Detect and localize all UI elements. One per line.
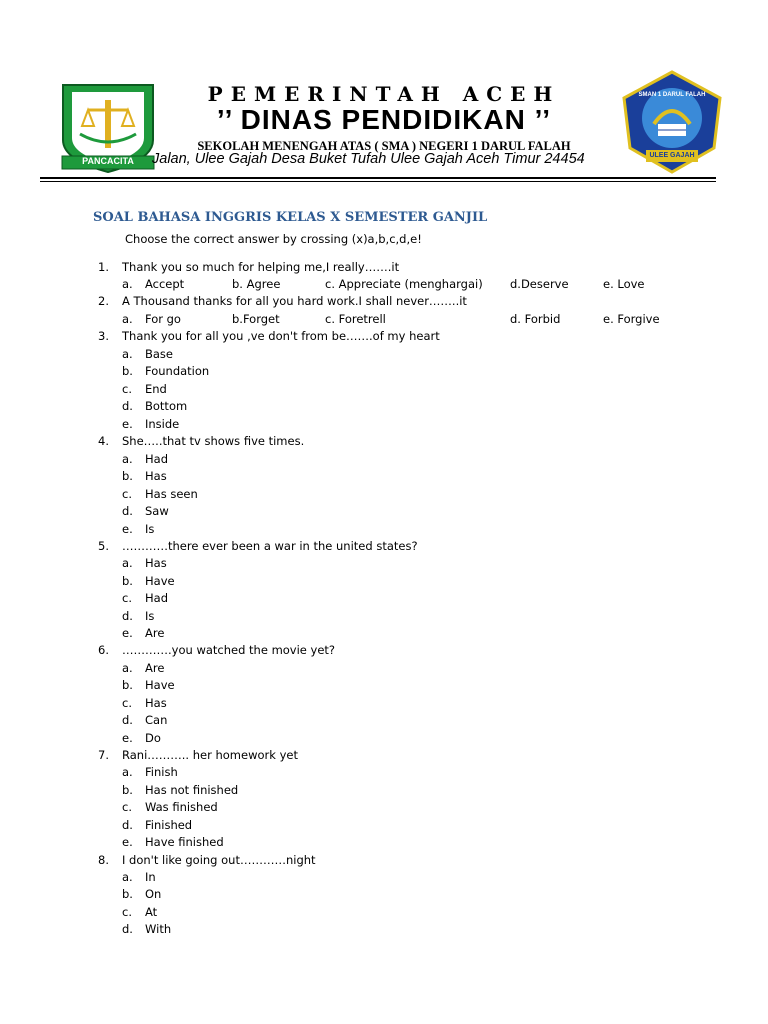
option-text: Inside [145,417,180,431]
option-letter: e. [122,522,133,536]
option-text: Have finished [145,835,224,849]
option-text: Is [145,522,155,536]
question-number: 6. [98,643,109,657]
option-d[interactable] [122,921,171,938]
option-letter: d. [122,922,133,936]
option-letter: b. [122,364,133,378]
question-text: …………there ever been a war in the united states? [122,539,418,553]
option-text: Do [145,731,161,745]
option-letter: d. [122,609,133,623]
exam-title: SOAL BAHASA INGGRIS KELAS X SEMESTER GANJIL [93,210,488,225]
crest-top-text: SMAN 1 DARUL FALAH [638,92,706,98]
option-text: Had [145,452,168,466]
option-text: Bottom [145,399,188,413]
question-6 [98,642,335,659]
option-letter: e. [122,731,133,745]
school-crest-icon [618,68,726,176]
crest-bottom-text: ULEE GAJAH [649,152,695,159]
option-c[interactable]: c. Appreciate (menghargai) [325,277,483,291]
option-text: At [145,905,158,919]
option-d[interactable] [122,712,167,729]
option-text: Are [145,626,165,640]
header-rule-thin [40,181,716,182]
option-e[interactable]: e. Forgive [603,312,660,326]
option-letter: d. [122,399,133,413]
option-e[interactable] [122,834,224,851]
question-number: 2. [98,294,109,308]
option-b[interactable] [122,573,175,590]
option-text: Has [145,469,167,483]
option-c[interactable]: c. Foretrell [325,312,386,326]
question-1 [98,259,399,276]
department-name: ’’ DINAS PENDIDIKAN ’’ [216,104,552,135]
question-number: 7. [98,748,109,762]
option-d[interactable]: d. Forbid [510,312,561,326]
option-d[interactable] [122,817,192,834]
option-letter: b. [122,574,133,588]
option-text: Have [145,574,175,588]
option-letter: a. [122,347,133,361]
option-letter: a. [122,870,133,884]
question-text: Rani……….. her homework yet [122,748,298,762]
option-text: Have [145,678,175,692]
option-c[interactable] [122,695,167,712]
option-letter: e. [122,835,133,849]
question-text: Thank you so much for helping me,I really…….it [122,260,400,274]
option-text: Foundation [145,364,210,378]
option-d[interactable] [122,398,187,415]
option-text: On [145,887,162,901]
option-b[interactable] [122,468,167,485]
option-c[interactable] [122,590,168,607]
option-a[interactable] [122,555,167,572]
option-letter: c. [122,382,132,396]
option-a[interactable] [122,451,168,468]
question-text: She…..that tv shows five times. [122,434,305,448]
option-a[interactable] [122,660,164,677]
instruction-text: Choose the correct answer by crossing (x)a,b,c,d,e! [125,232,422,246]
option-text: Has seen [145,487,198,501]
option-d[interactable]: d.Deserve [510,277,569,291]
option-text: In [145,870,156,884]
question-8 [98,852,316,869]
question-text: A Thousand thanks for all you hard work.I shall never……..it [122,294,467,308]
option-b[interactable] [122,363,209,380]
option-e[interactable] [122,730,161,747]
option-letter: a. [122,452,133,466]
option-a-letter: a. [122,277,133,291]
option-letter: c. [122,591,132,605]
option-letter: a. [122,661,133,675]
question-3 [98,328,440,345]
option-d[interactable] [122,608,154,625]
option-b[interactable] [122,886,161,903]
option-text: Was finished [145,800,218,814]
option-d[interactable] [122,503,169,520]
question-text: ………….you watched the movie yet? [122,643,336,657]
option-letter: d. [122,504,133,518]
option-e[interactable] [122,416,179,433]
question-number: 1. [98,260,109,274]
option-e[interactable]: e. Love [603,277,645,291]
option-text: Are [145,661,165,675]
option-b[interactable] [122,782,238,799]
option-e[interactable] [122,521,154,538]
option-text: With [145,922,172,936]
option-letter: b. [122,469,133,483]
header-rule-thick [40,177,716,179]
option-c[interactable] [122,904,157,921]
option-letter: e. [122,417,133,431]
question-2 [98,293,467,310]
school-name: SEKOLAH MENENGAH ATAS ( SMA ) NEGERI 1 DARUL FALAH [197,139,571,153]
option-text: Has [145,556,167,570]
school-address: Jalan, Ulee Gajah Desa Buket Tufah Ulee Gajah Aceh Timur 24454 [152,151,585,167]
option-text: Base [145,347,174,361]
option-letter: e. [122,626,133,640]
option-a[interactable]: Accept [145,277,185,291]
option-letter: c. [122,800,132,814]
pancacita-label: PANCACITA [82,156,134,166]
option-letter: c. [122,905,132,919]
option-a-letter: a. [122,312,133,326]
option-text: Can [145,713,168,727]
option-letter: b. [122,783,133,797]
option-a[interactable] [122,869,156,886]
question-number: 5. [98,539,109,553]
option-text: Finished [145,818,193,832]
option-b[interactable] [122,677,175,694]
option-letter: d. [122,713,133,727]
option-text: End [145,382,167,396]
option-b[interactable]: b. Agree [232,277,281,291]
option-a[interactable] [122,764,178,781]
question-7 [98,747,298,764]
question-number: 4. [98,434,109,448]
option-text: Is [145,609,155,623]
option-letter: c. [122,487,132,501]
option-letter: b. [122,887,133,901]
question-5 [98,538,418,555]
option-b[interactable]: b.Forget [232,312,280,326]
option-letter: a. [122,556,133,570]
option-text: Finish [145,765,178,779]
letterhead [0,0,768,190]
option-text: Has [145,696,167,710]
option-letter: d. [122,818,133,832]
option-c[interactable] [122,799,218,816]
option-a[interactable]: For go [145,312,181,326]
option-letter: a. [122,765,133,779]
option-c[interactable] [122,486,198,503]
question-number: 3. [98,329,109,343]
option-letter: b. [122,678,133,692]
question-text: Thank you for all you ,ve don't from be…….of my heart [122,329,440,343]
option-a[interactable] [122,346,173,363]
option-letter: c. [122,696,132,710]
question-4 [98,433,304,450]
option-text: Had [145,591,168,605]
government-name: PEMERINTAH ACEH [207,82,561,106]
option-text: Has not finished [145,783,239,797]
question-number: 8. [98,853,109,867]
option-e[interactable] [122,625,164,642]
option-text: Saw [145,504,169,518]
option-c[interactable] [122,381,167,398]
question-text: I don't like going out…………night [122,853,316,867]
